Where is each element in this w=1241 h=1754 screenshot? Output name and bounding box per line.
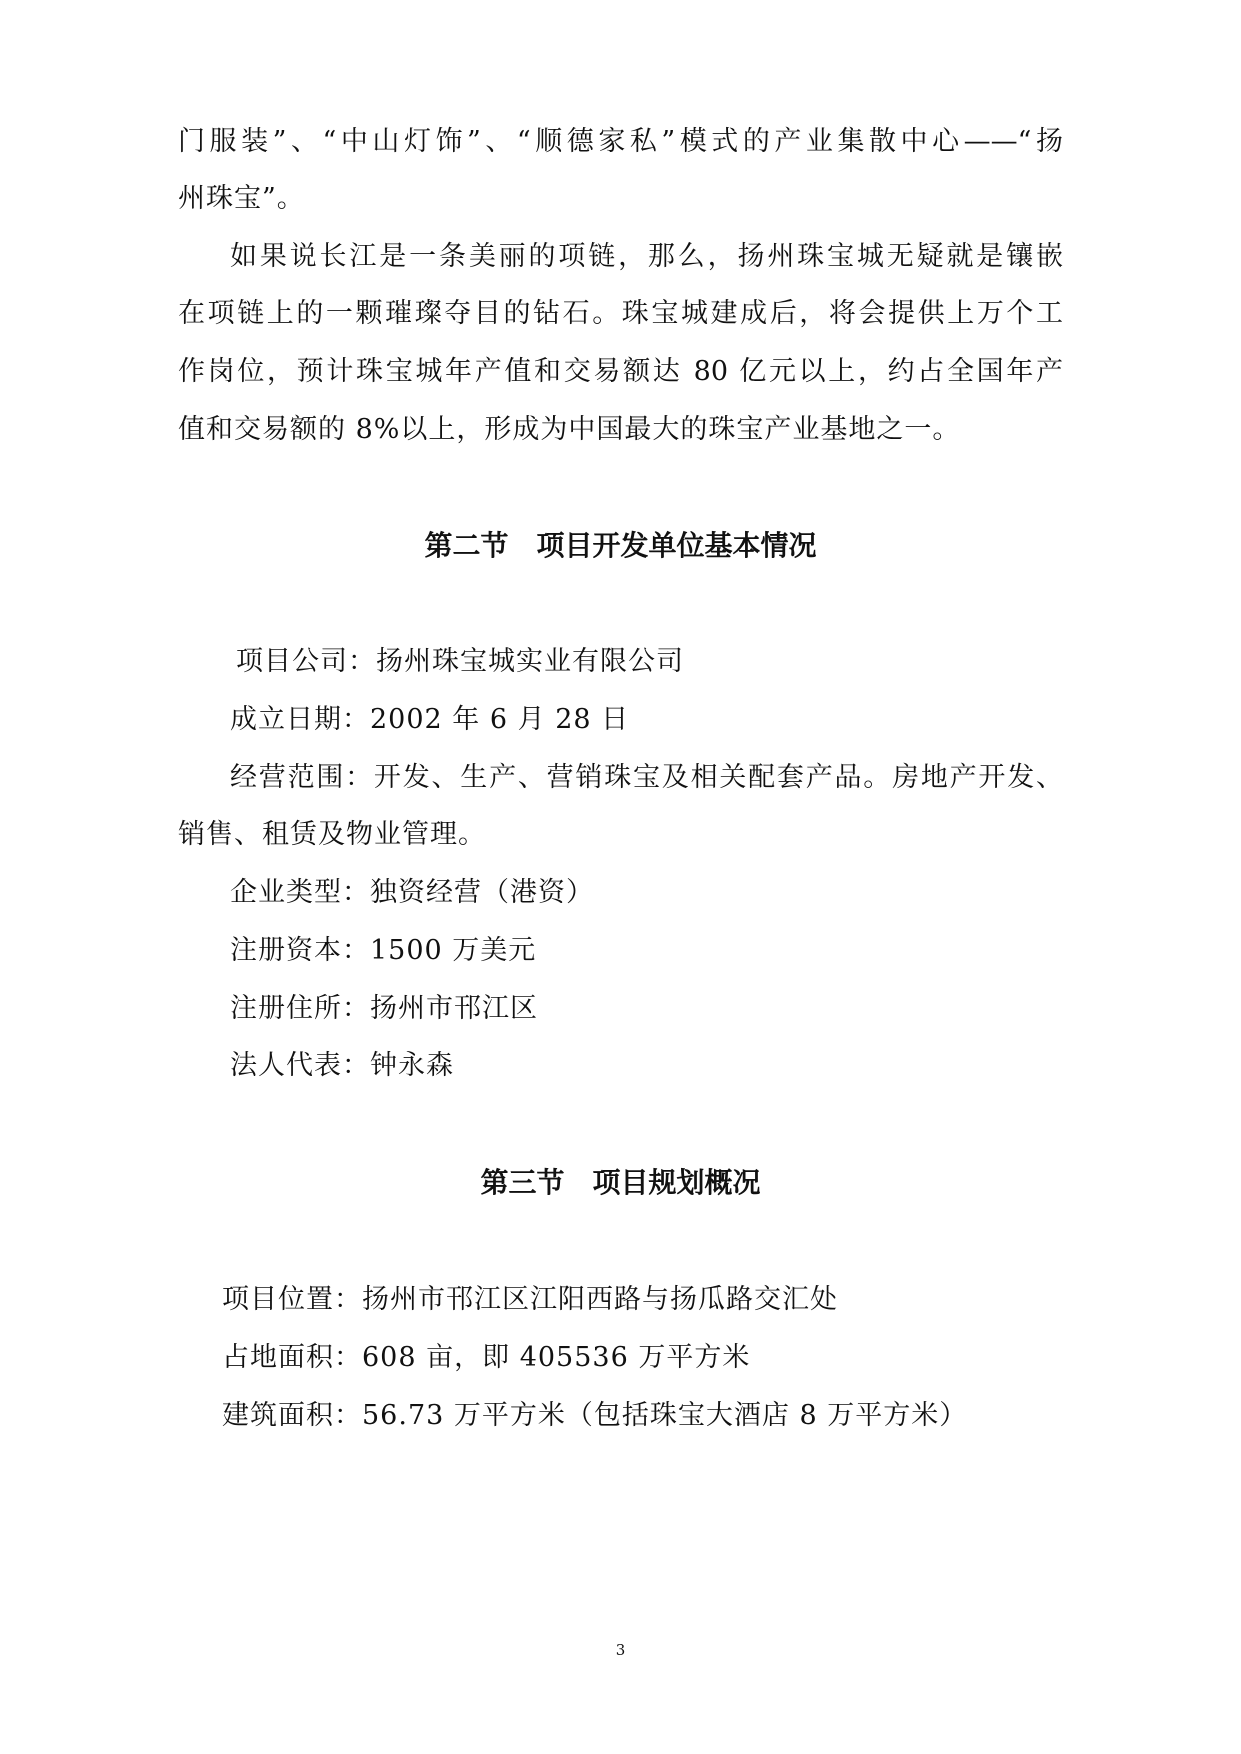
- intro-line-1: 门服装”、“中山灯饰”、“顺德家私”模式的产业集散中心——“扬: [178, 126, 1063, 157]
- paragraph-line-2: 在项链上的一颗璀璨夺目的钻石。珠宝城建成后，将会提供上万个工: [178, 298, 1063, 329]
- company-name: 项目公司：扬州珠宝城实业有限公司: [236, 646, 684, 677]
- enterprise-type: 企业类型：独资经营（港资）: [230, 877, 594, 908]
- legal-representative: 法人代表：钟永森: [230, 1050, 454, 1081]
- paragraph-line-4: 值和交易额的 8%以上，形成为中国最大的珠宝产业基地之一。: [178, 414, 961, 445]
- intro-line-2: 州珠宝”。: [178, 183, 305, 214]
- established-date: 成立日期：2002 年 6 月 28 日: [230, 704, 630, 735]
- registered-capital: 注册资本：1500 万美元: [230, 935, 537, 966]
- business-scope-line-2: 销售、租赁及物业管理。: [178, 819, 486, 850]
- paragraph-line-3: 作岗位，预计珠宝城年产值和交易额达 80 亿元以上，约占全国年产: [178, 356, 1063, 387]
- land-area: 占地面积：608 亩，即 405536 万平方米: [222, 1342, 751, 1373]
- project-location: 项目位置：扬州市邗江区江阳西路与扬瓜路交汇处: [222, 1284, 838, 1315]
- section-3-heading: 第三节 项目规划概况: [480, 1166, 761, 1199]
- page-number: 3: [615, 1641, 626, 1659]
- paragraph-line-1: 如果说长江是一条美丽的项链，那么，扬州珠宝城无疑就是镶嵌: [230, 241, 1063, 272]
- building-area: 建筑面积：56.73 万平方米（包括珠宝大酒店 8 万平方米）: [222, 1400, 968, 1431]
- registered-address: 注册住所：扬州市邗江区: [230, 993, 538, 1024]
- section-2-heading: 第二节 项目开发单位基本情况: [424, 529, 817, 562]
- business-scope-line-1: 经营范围：开发、生产、营销珠宝及相关配套产品。房地产开发、: [230, 762, 1063, 793]
